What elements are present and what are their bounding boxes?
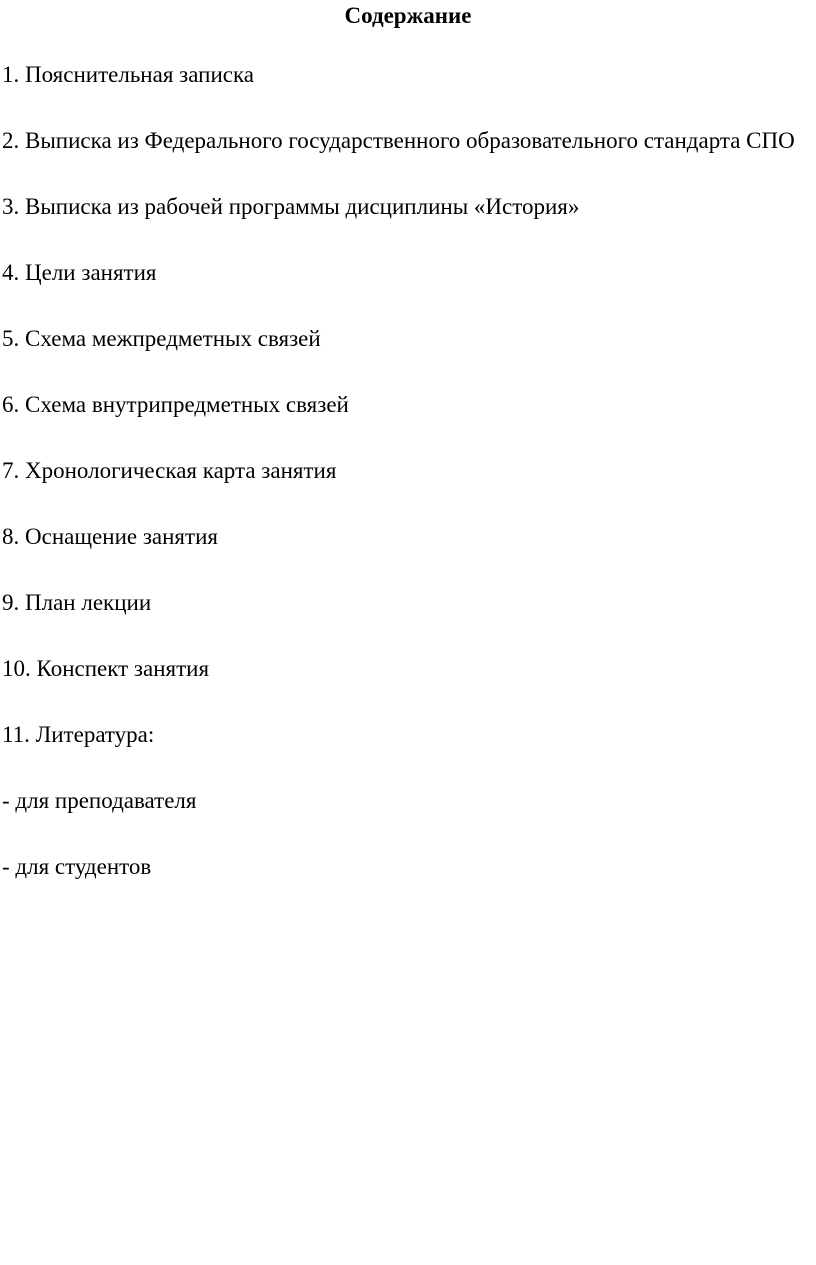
toc-item: 5. Схема межпредметных связей: [2, 326, 321, 351]
toc-subitem: - для студентов: [2, 854, 152, 879]
toc-item: 1. Пояснительная записка: [2, 62, 255, 87]
toc-item: 2. Выписка из Федерального государственного образовательного стандарта СПО: [2, 128, 795, 153]
toc-item: 4. Цели занятия: [2, 260, 157, 285]
toc-item: 10. Конспект занятия: [2, 656, 210, 681]
toc-item: 11. Литература:: [2, 722, 155, 747]
page-title: Содержание: [344, 3, 472, 28]
toc-subitem: - для преподавателя: [2, 788, 197, 813]
toc-item: 3. Выписка из рабочей программы дисциплины «История»: [2, 194, 580, 219]
toc-item: 9. План лекции: [2, 590, 152, 615]
toc-item: 6. Схема внутрипредметных связей: [2, 392, 349, 417]
table-of-contents: [2, 58, 814, 916]
toc-item: 7. Хронологическая карта занятия: [2, 458, 337, 483]
toc-item: 8. Оснащение занятия: [2, 524, 218, 549]
